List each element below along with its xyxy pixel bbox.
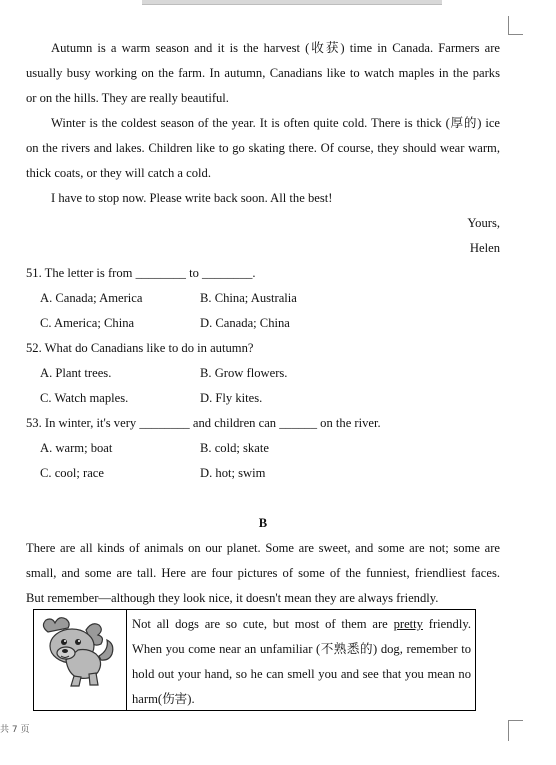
dog-picture-cell	[34, 610, 127, 710]
box-text-l1	[132, 612, 471, 637]
box-text-l1-pre: Not all dogs are so cute, but most of them are	[132, 617, 394, 631]
option-d: D. Fly kites.	[200, 391, 263, 405]
box-text-l2: When you come near an unfamiliar (不熟悉的) dog, remember to	[132, 642, 471, 656]
question-53-options-row2	[26, 461, 500, 486]
letter-signature: Helen	[469, 241, 500, 255]
section-b-intro-l1: There are all kinds of animals on our planet. Some are sweet, and some are not; some are	[26, 541, 500, 555]
passage-a-p2-l1: Winter is the coldest season of the year. It is often quite cold. There is thick (厚的) ice	[51, 116, 500, 130]
section-b-intro-l3: But remember—although they look nice, it doesn't mean they are always friendly.	[26, 591, 439, 605]
question-53-options-row1	[26, 436, 500, 461]
option-a: A. warm; boat	[40, 441, 113, 455]
question-52-stem: 52. What do Canadians like to do in autumn?	[26, 341, 254, 355]
dog-description-cell	[127, 610, 475, 710]
section-b-intro-l2: small, and some are tall. Here are four pictures of some of the funniest, friendliest faces.	[26, 566, 500, 580]
option-b: B. cold; skate	[200, 441, 269, 455]
letter-closing: Yours,	[467, 216, 500, 230]
page-corner-mark-bottom	[508, 720, 523, 741]
top-scroll-bar	[142, 0, 442, 5]
passage-a-p2-l3: thick coats, or they will catch a cold.	[26, 166, 211, 180]
option-a: A. Plant trees.	[40, 366, 112, 380]
question-51-stem: 51. The letter is from ________ to ________.	[26, 266, 256, 280]
option-d: D. Canada; China	[200, 316, 290, 330]
spacer	[26, 486, 500, 511]
page-corner-mark-top	[508, 16, 523, 35]
question-53-stem: 53. In winter, it's very ________ and children can ______ on the river.	[26, 416, 381, 430]
option-d: D. hot; swim	[200, 466, 266, 480]
passage-a-p1-l3: or on the hills. They are really beautiful.	[26, 91, 229, 105]
passage-a-p1-l2: usually busy working on the farm. In autumn, Canadians like to watch maples in the parks	[26, 66, 500, 80]
option-c: C. America; China	[40, 316, 135, 330]
option-b: B. China; Australia	[200, 291, 297, 305]
page-number-footer: 共 7 页	[0, 725, 30, 735]
question-52-options-row2	[26, 386, 500, 411]
box-text-l3: hold out your hand, so he can smell you and see that you mean no	[132, 667, 471, 681]
box-text-l1-post: friendly.	[422, 617, 471, 631]
option-c: C. Watch maples.	[40, 391, 129, 405]
question-51-options-row1	[26, 286, 500, 311]
option-a: A. Canada; America	[40, 291, 143, 305]
document-page	[26, 36, 500, 611]
passage-a-p1-l1: Autumn is a warm season and it is the harvest (收获) time in Canada. Farmers are	[51, 41, 500, 55]
box-text-l4: harm(伤害).	[132, 692, 195, 706]
section-b-heading: B	[258, 516, 268, 530]
option-b: B. Grow flowers.	[200, 366, 288, 380]
cartoon-dog-image	[34, 610, 126, 710]
passage-a-p2-l2: on the rivers and lakes. Children like to go skating there. Of course, they should wear warm,	[26, 141, 500, 155]
passage-a-p3: I have to stop now. Please write back soon. All the best!	[51, 191, 333, 205]
option-c: C. cool; race	[40, 466, 104, 480]
question-52-options-row1	[26, 361, 500, 386]
underlined-word: pretty	[393, 617, 423, 631]
question-51-options-row2	[26, 311, 500, 336]
animal-info-table	[33, 609, 476, 711]
